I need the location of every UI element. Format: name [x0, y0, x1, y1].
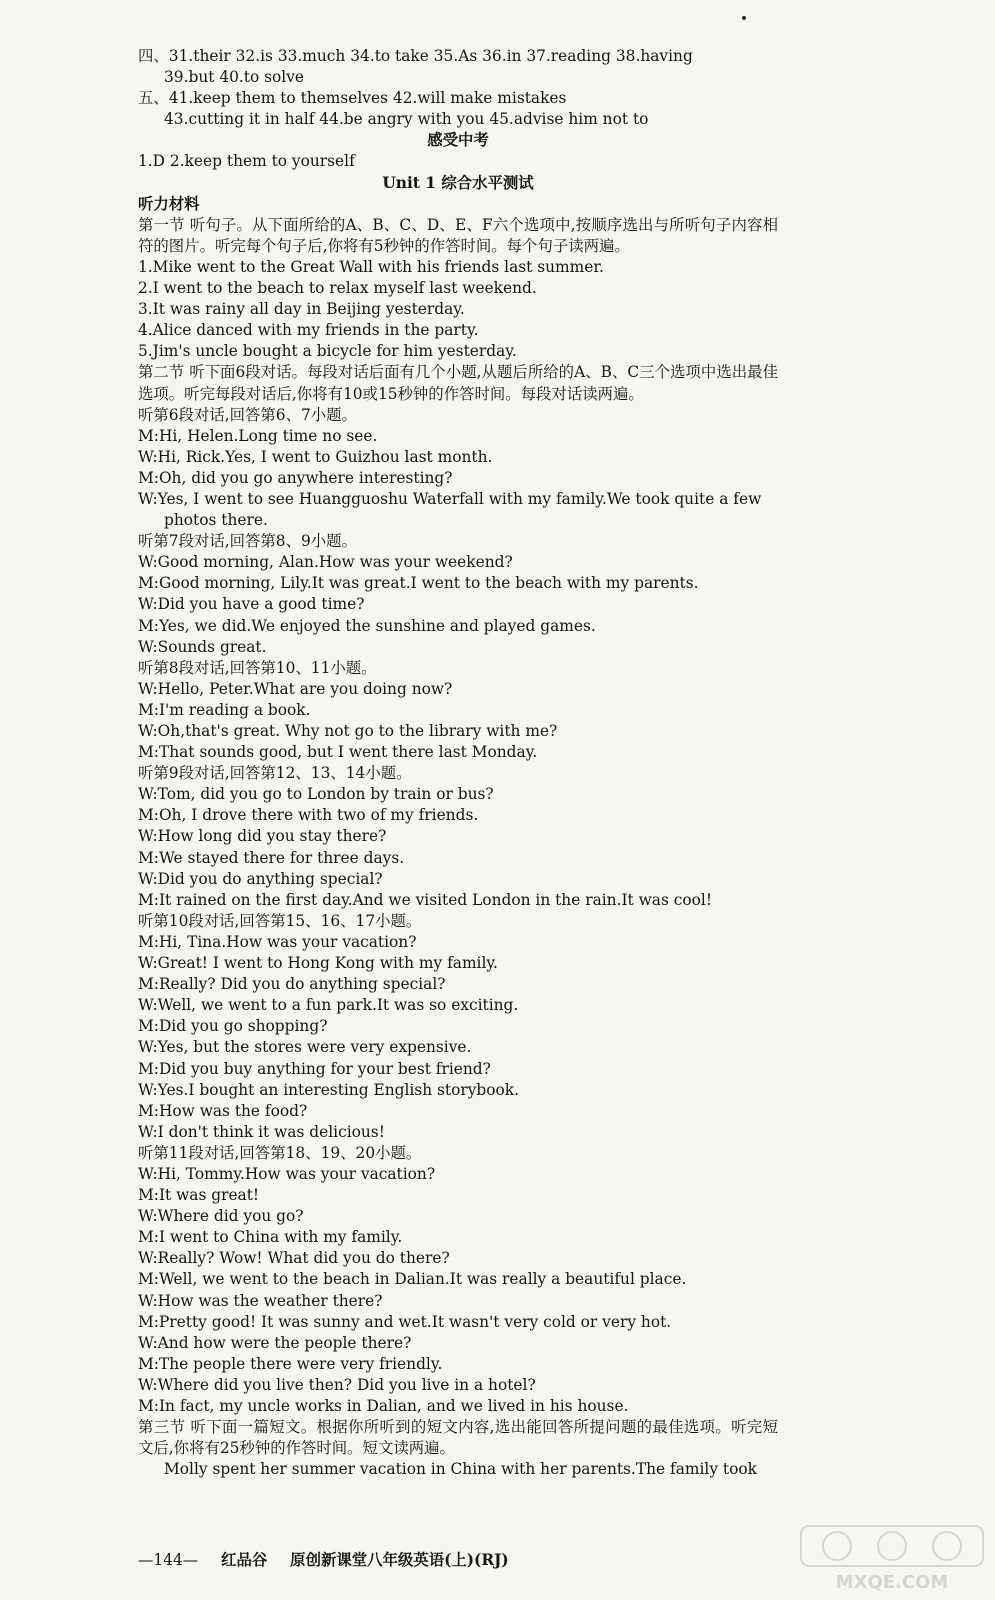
dialogue-line: M:Hi, Helen.Long time no see.: [138, 426, 378, 445]
dialogue-line: M:I went to China with my family.: [138, 1228, 403, 1247]
dialogue-line: 听第8段对话,回答第10、11小题。: [138, 658, 377, 677]
dialogue-line: M:Really? Did you do anything special?: [138, 975, 446, 994]
section-feel-title: 感受中考: [427, 131, 489, 150]
dialogue-line: M:That sounds good, but I went there last Monday.: [138, 743, 538, 762]
dialogue-line: M:Hi, Tina.How was your vacation?: [138, 932, 417, 951]
dialogue-line: M:Pretty good! It was sunny and wet.It wasn't very cold or very hot.: [138, 1312, 672, 1331]
dialogue-line: W:Yes, I went to see Huangguoshu Waterfall with my family.We took quite a few: [138, 489, 762, 508]
dialogue-line: W:Did you do anything special?: [138, 869, 383, 888]
dialogue-line: W:And how were the people there?: [138, 1333, 412, 1352]
listening-sentence: 3.It was rainy all day in Beijing yesterday.: [138, 300, 465, 319]
part2-dialogues: [138, 405, 778, 1418]
dialogue-line: W:Well, we went to a fun park.It was so exciting.: [138, 996, 519, 1015]
part3-instructions: 第三节 听下面一篇短文。根据你所听到的短文内容,选出能回答所提问题的最佳选项。听完短文后,你将有25秒钟的作答时间。短文读两遍。: [138, 1418, 778, 1458]
dialogue-line: M:Well, we went to the beach in Dalian.It was really a beautiful place.: [138, 1270, 687, 1289]
listening-sentence: 1.Mike went to the Great Wall with his friends last summer.: [138, 257, 604, 276]
dialogue-line: M:Oh, did you go anywhere interesting?: [138, 468, 453, 487]
dialogue-line: 听第7段对话,回答第8、9小题。: [138, 532, 357, 551]
answers-line-4: 43.cutting it in half 44.be angry with you 45.advise him not to: [164, 110, 649, 129]
part2-instructions: 第二节 听下面6段对话。每段对话后面有几个小题,从题后所给的A、B、C三个选项中选出最佳选项。听完每段对话后,你将有10或15秒钟的作答时间。每段对话读两遍。: [138, 363, 778, 403]
dialogue-line: W:Hello, Peter.What are you doing now?: [138, 679, 453, 698]
page-number: —144—: [138, 1551, 199, 1569]
dialogue-line: W:Great! I went to Hong Kong with my family.: [138, 954, 498, 973]
listening-sentence: 5.Jim's uncle bought a bicycle for him yesterday.: [138, 342, 517, 361]
page-footer: [138, 1548, 527, 1570]
dialogue-line: W:Did you have a good time?: [138, 595, 365, 614]
part1-sentences: [138, 257, 778, 362]
dialogue-line: W:How was the weather there?: [138, 1291, 383, 1310]
part1-instructions: 第一节 听句子。从下面所给的A、B、C、D、E、F六个选项中,按顺序选出与所听句子内容相符的图片。听完每个句子后,你将有5秒钟的作答时间。每个句子读两遍。: [138, 215, 778, 255]
dialogue-line: W:Where did you go?: [138, 1207, 304, 1226]
dialogue-line: photos there.: [164, 511, 268, 530]
listening-sentence: 2.I went to the beach to relax myself last weekend.: [138, 279, 537, 298]
answers-line-2: 39.but 40.to solve: [164, 68, 305, 87]
dialogue-line: 听第6段对话,回答第6、7小题。: [138, 405, 357, 424]
section-feel-answers: 1.D 2.keep them to yourself: [138, 152, 355, 171]
dialogue-line: M:How was the food?: [138, 1101, 308, 1120]
dialogue-line: M:Did you go shopping?: [138, 1017, 328, 1036]
dialogue-line: W:Sounds great.: [138, 637, 267, 656]
dialogue-line: W:Hi, Rick.Yes, I went to Guizhou last month.: [138, 447, 493, 466]
dialogue-line: M:Did you buy anything for your best friend?: [138, 1059, 491, 1078]
unit-title: Unit 1 综合水平测试: [382, 173, 534, 192]
listening-sentence: 4.Alice danced with my friends in the party.: [138, 321, 479, 340]
watermark-icon: [797, 1524, 987, 1594]
watermark-text: MXQE.COM: [835, 1572, 949, 1593]
dialogue-line: M:I'm reading a book.: [138, 700, 311, 719]
dialogue-line: M:Yes, we did.We enjoyed the sunshine and played games.: [138, 616, 596, 635]
dialogue-line: W:Really? Wow! What did you do there?: [138, 1249, 450, 1268]
watermark-logo: [797, 1524, 987, 1594]
dialogue-line: M:In fact, my uncle works in Dalian, and we lived in his house.: [138, 1397, 629, 1415]
dialogue-line: W:Yes.I bought an interesting English storybook.: [138, 1080, 520, 1099]
answers-line-1: 四、31.their 32.is 33.much 34.to take 35.As 36.in 37.reading 38.having: [138, 47, 693, 65]
dialogue-line: W:Where did you live then? Did you live in a hotel?: [138, 1375, 536, 1394]
dialogue-line: W:How long did you stay there?: [138, 827, 387, 846]
dialogue-line: W:Yes, but the stores were very expensive.: [138, 1038, 472, 1057]
answers-line-3: 五、41.keep them to themselves 42.will make mistakes: [138, 89, 567, 108]
dialogue-line: M:Oh, I drove there with two of my friends.: [138, 806, 479, 825]
dialogue-line: M:The people there were very friendly.: [138, 1354, 443, 1373]
footer-brand: 红品谷: [221, 1551, 268, 1569]
dialogue-line: M:We stayed there for three days.: [138, 848, 405, 867]
dialogue-line: 听第10段对话,回答第15、16、17小题。: [138, 911, 422, 930]
dialogue-line: W:Hi, Tommy.How was your vacation?: [138, 1164, 436, 1183]
dialogue-line: M:It was great!: [138, 1186, 260, 1205]
page-content: [138, 46, 778, 1480]
dialogue-line: 听第9段对话,回答第12、13、14小题。: [138, 764, 412, 783]
dialogue-line: 听第11段对话,回答第18、19、20小题。: [138, 1143, 422, 1162]
dialogue-line: W:Tom, did you go to London by train or bus?: [138, 785, 494, 804]
part3-passage: Molly spent her summer vacation in China with her parents.The family took: [164, 1460, 757, 1479]
ink-dot: [742, 16, 746, 20]
listening-heading: 听力材料: [138, 194, 200, 213]
dialogue-line: W:Oh,that's great. Why not go to the library with me?: [138, 722, 558, 740]
dialogue-line: M:Good morning, Lily.It was great.I went to the beach with my parents.: [138, 574, 699, 593]
footer-book-title: 原创新课堂八年级英语(上)(RJ): [290, 1551, 509, 1569]
dialogue-line: W:Good morning, Alan.How was your weekend?: [138, 553, 513, 572]
dialogue-line: M:It rained on the first day.And we visited London in the rain.It was cool!: [138, 890, 713, 909]
dialogue-line: W:I don't think it was delicious!: [138, 1122, 385, 1141]
